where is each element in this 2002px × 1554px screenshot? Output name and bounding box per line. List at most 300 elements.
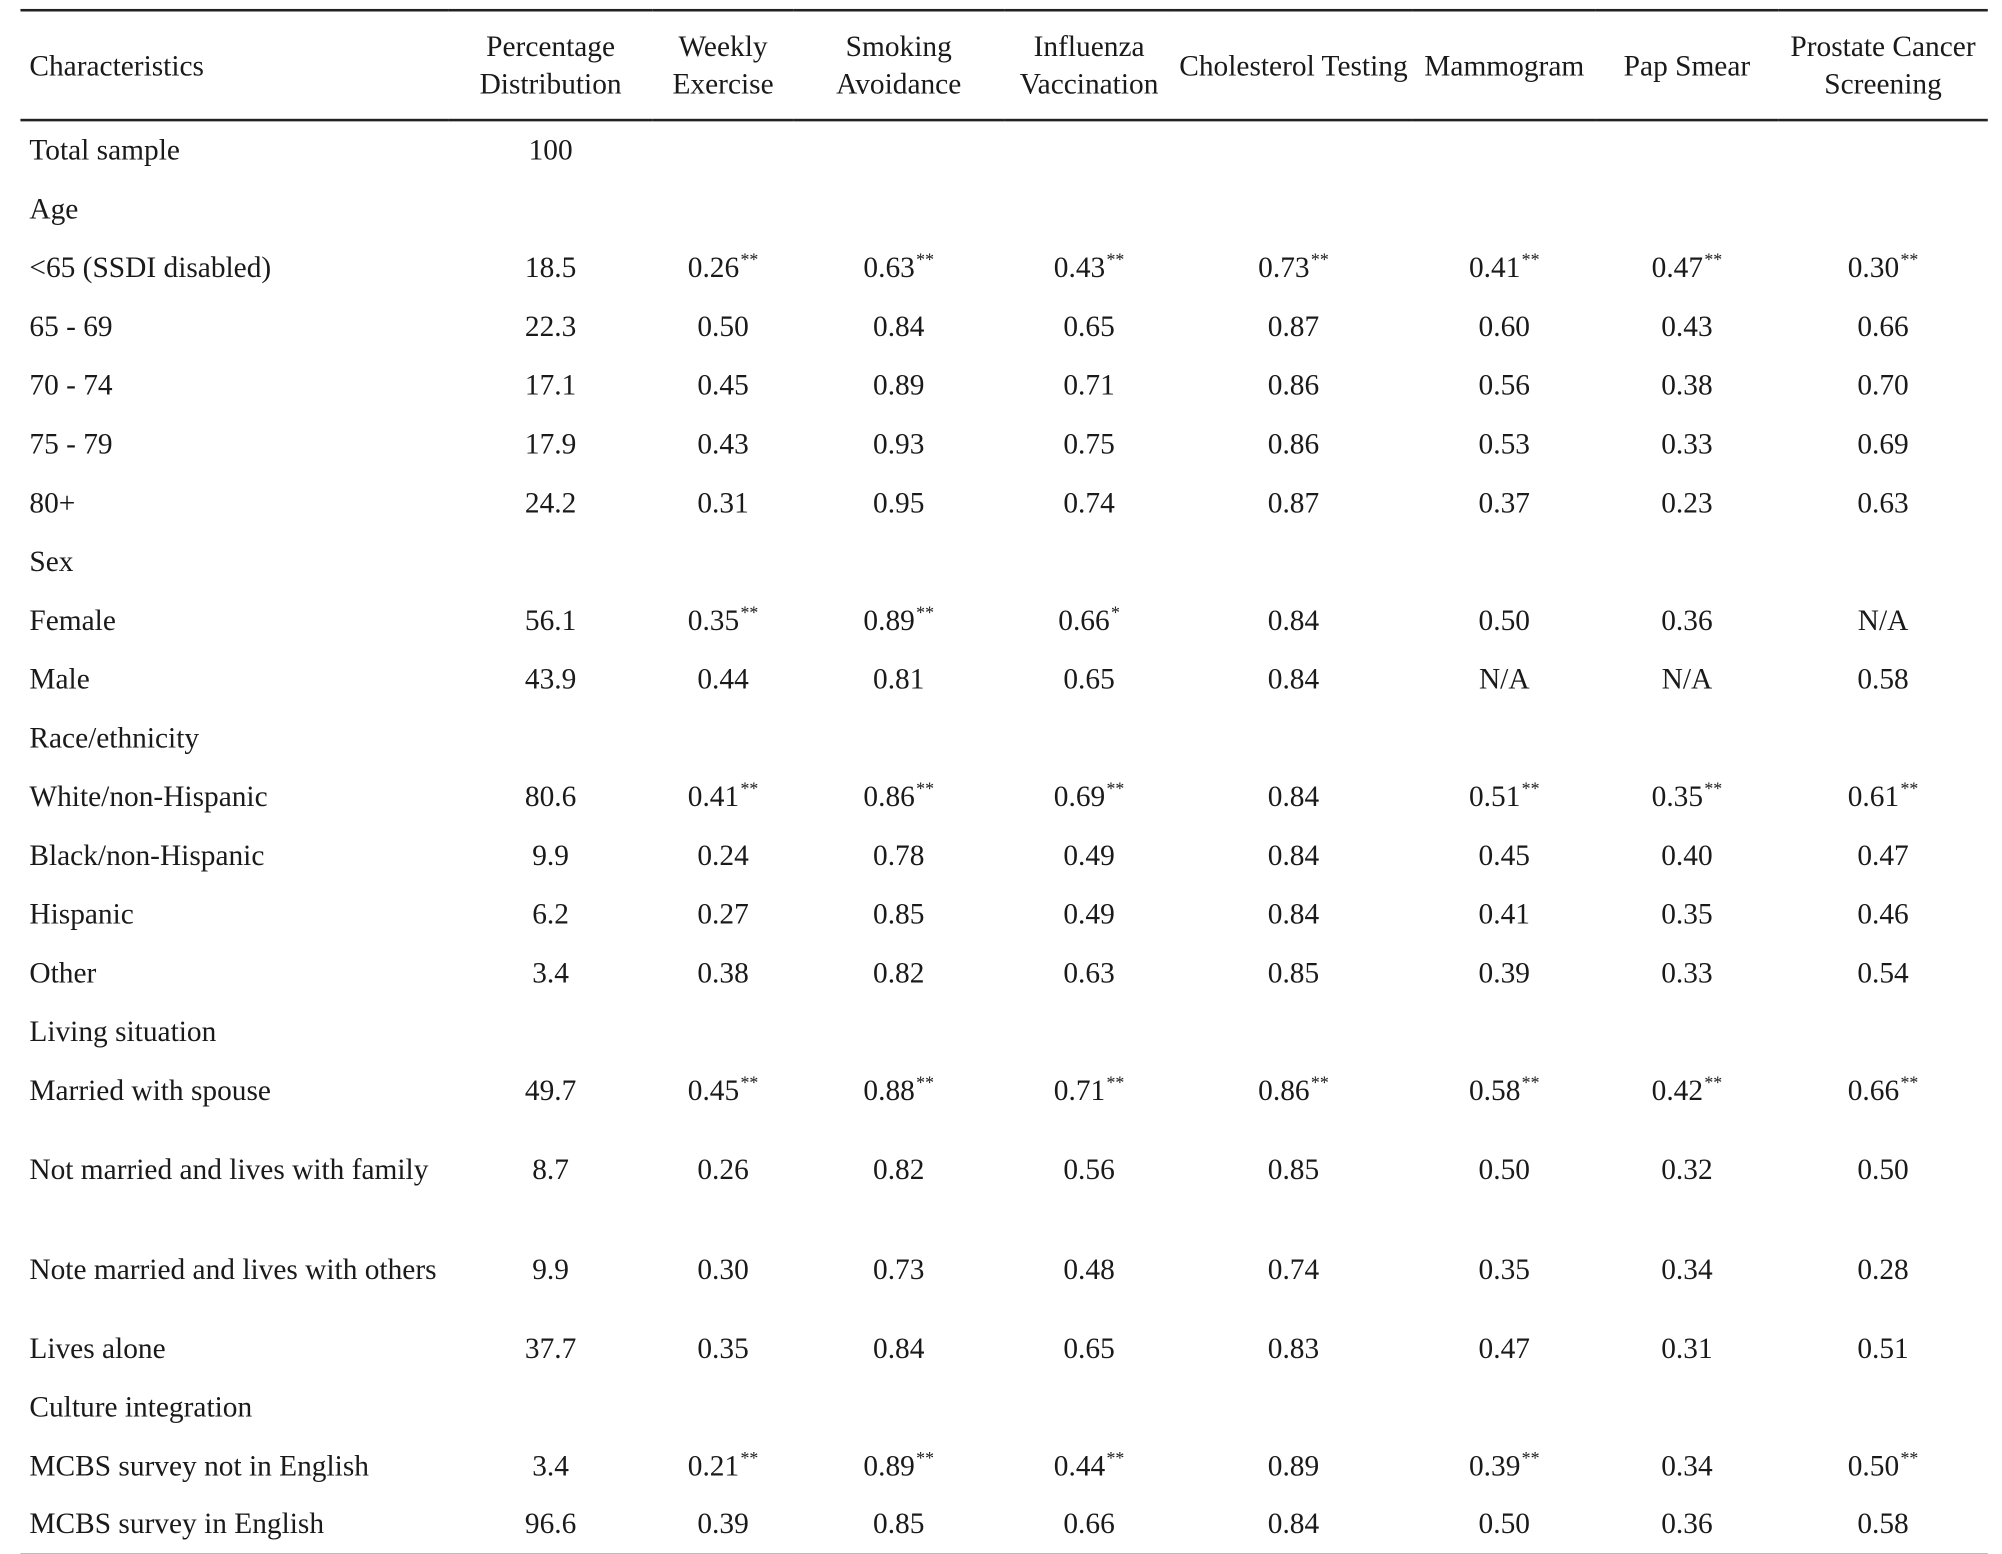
- significance-marker: **: [1106, 780, 1125, 800]
- cell-value: 96.6: [524, 1507, 577, 1540]
- table-cell: [1174, 531, 1413, 590]
- table-cell: [793, 1002, 1004, 1061]
- row-label: Hispanic: [29, 897, 134, 930]
- cell-value: 0.65: [1063, 309, 1115, 342]
- table-cell: [1596, 1002, 1779, 1061]
- table-cell: [1413, 1060, 1596, 1119]
- row-label: Total sample: [29, 134, 180, 167]
- table-cell: [1004, 1495, 1174, 1554]
- table-cell: [1174, 1377, 1413, 1436]
- table-cell: [793, 355, 1004, 414]
- table-cell: [1778, 1002, 1988, 1061]
- table-cell: [653, 531, 794, 590]
- cell-value: 0.86: [1267, 427, 1320, 460]
- cell-value: 0.63: [863, 251, 915, 283]
- table-row: [20, 120, 1987, 179]
- cell-value: 0.45: [697, 368, 749, 401]
- table-cell: [793, 1377, 1004, 1436]
- cell-value: 0.40: [1661, 838, 1713, 871]
- cell-value: 49.7: [524, 1073, 577, 1106]
- row-label: 70 - 74: [29, 368, 113, 401]
- cell-value: 0.84: [1267, 662, 1320, 695]
- cell-value: 0.85: [873, 897, 925, 930]
- table-row: [20, 1377, 1987, 1436]
- cell-value: 0.26: [687, 251, 740, 283]
- table-cell: [448, 179, 652, 238]
- cell-value: 0.45: [687, 1073, 740, 1106]
- table-row: [20, 1002, 1987, 1061]
- cell-value: 8.7: [532, 1152, 569, 1185]
- significance-marker: **: [1310, 1074, 1329, 1094]
- table-cell: [1596, 708, 1779, 767]
- table-cell: [448, 120, 652, 179]
- table-cell: [793, 649, 1004, 708]
- cell-value: 0.35: [1661, 897, 1713, 930]
- cell-value: 0.28: [1857, 1252, 1909, 1285]
- cell-value: 0.39: [1468, 1449, 1521, 1482]
- cell-value: 18.5: [524, 251, 577, 283]
- cell-value: 0.47: [1478, 1331, 1530, 1364]
- significance-marker: **: [740, 604, 759, 624]
- cell-value: 0.89: [863, 603, 915, 636]
- table-cell: [653, 473, 794, 532]
- cell-value: 0.50: [1478, 1152, 1530, 1185]
- significance-marker: **: [1106, 251, 1125, 271]
- table-cell: [653, 1119, 794, 1219]
- header-weekly-exercise: Weekly Exercise: [653, 10, 794, 120]
- table-row: [20, 1219, 1987, 1319]
- table-cell: [448, 1318, 652, 1377]
- cell-value: 0.74: [1267, 1252, 1320, 1285]
- cell-value: 0.47: [1857, 838, 1909, 871]
- cell-value: 100: [528, 134, 573, 167]
- table-cell: [1596, 355, 1779, 414]
- cell-value: 17.1: [524, 368, 577, 401]
- table-cell: [448, 1219, 652, 1319]
- table-cell: [1413, 884, 1596, 943]
- table-cell: [1778, 531, 1988, 590]
- section-heading: Age: [29, 192, 79, 225]
- table-cell: [1778, 767, 1988, 826]
- table-cell: [653, 1318, 794, 1377]
- table-cell: [1413, 473, 1596, 532]
- cell-value: 0.58: [1468, 1073, 1521, 1106]
- table-cell: [448, 649, 652, 708]
- cell-value: 0.46: [1857, 897, 1909, 930]
- table-cell: [448, 531, 652, 590]
- cell-value: 0.39: [1478, 956, 1530, 989]
- row-label: MCBS survey in English: [20, 1495, 448, 1554]
- table-cell: [448, 767, 652, 826]
- cell-value: 0.49: [1063, 897, 1115, 930]
- table-cell: [1004, 179, 1174, 238]
- table-cell: [1596, 649, 1779, 708]
- table-cell: [1004, 1002, 1174, 1061]
- table-cell: [793, 296, 1004, 355]
- table-cell: [653, 649, 794, 708]
- cell-value: 0.86: [1267, 368, 1320, 401]
- table-cell: [1596, 1318, 1779, 1377]
- table-cell: [793, 238, 1004, 297]
- cell-value: 0.36: [1661, 603, 1713, 636]
- table-cell: [1778, 649, 1988, 708]
- cell-value: 0.43: [697, 427, 749, 460]
- table-cell: [1778, 1377, 1988, 1436]
- table-cell: [448, 1495, 652, 1554]
- cell-value: 9.9: [532, 1252, 569, 1285]
- table-cell: [1596, 1060, 1779, 1119]
- table-cell: [1596, 943, 1779, 1002]
- cell-value: 0.84: [1267, 603, 1320, 636]
- cell-value: 0.45: [1478, 838, 1530, 871]
- table-cell: [1174, 414, 1413, 473]
- cell-value: 0.35: [697, 1331, 749, 1364]
- table-cell: [793, 1318, 1004, 1377]
- table-cell: [1174, 590, 1413, 649]
- table-cell: [793, 1436, 1004, 1495]
- cell-value: 0.86: [1258, 1073, 1310, 1106]
- table-cell: [1413, 1377, 1596, 1436]
- table-cell: [1596, 1436, 1779, 1495]
- significance-marker: **: [1900, 1449, 1919, 1469]
- cell-value: 17.9: [524, 427, 577, 460]
- table-row: [20, 1495, 1987, 1554]
- header-cholesterol-testing: Cholesterol Testing: [1174, 10, 1413, 120]
- cell-value: 0.50: [1478, 1507, 1530, 1540]
- table-cell: [1174, 1060, 1413, 1119]
- row-label: 80+: [29, 486, 76, 519]
- significance-marker: **: [916, 780, 935, 800]
- table-cell: [653, 414, 794, 473]
- table-cell: [1004, 1436, 1174, 1495]
- table-cell: [653, 590, 794, 649]
- table-cell: [448, 238, 652, 297]
- table-cell: [1174, 884, 1413, 943]
- table-cell: [1004, 238, 1174, 297]
- table-cell: [653, 884, 794, 943]
- table-cell: [1413, 1219, 1596, 1319]
- table-cell: [1413, 120, 1596, 179]
- cell-value: 0.35: [1478, 1252, 1530, 1285]
- table-cell: [793, 1119, 1004, 1219]
- cell-value: 0.71: [1063, 368, 1115, 401]
- table-cell: [1778, 414, 1988, 473]
- table-body: [20, 120, 1987, 1553]
- cell-value: 22.3: [524, 309, 577, 342]
- table-cell: [1004, 590, 1174, 649]
- table-row: [20, 943, 1987, 1002]
- cell-value: 0.53: [1478, 427, 1530, 460]
- table-cell: [448, 1002, 652, 1061]
- table-row: [20, 238, 1987, 297]
- table-cell: [1004, 414, 1174, 473]
- table-cell: [1596, 1495, 1779, 1554]
- significance-marker: **: [1106, 1074, 1125, 1094]
- table-cell: [1174, 179, 1413, 238]
- table-cell: [1778, 1318, 1988, 1377]
- table-cell: [1778, 1436, 1988, 1495]
- significance-marker: **: [1310, 251, 1329, 271]
- cell-value: 0.34: [1661, 1449, 1713, 1482]
- significance-marker: *: [1110, 604, 1120, 624]
- cell-value: 0.85: [1267, 1152, 1320, 1185]
- table-cell: [793, 179, 1004, 238]
- cell-value: 0.63: [1063, 956, 1115, 989]
- cell-value: 0.82: [873, 1152, 925, 1185]
- table-cell: [653, 1002, 794, 1061]
- table-cell: [1004, 296, 1174, 355]
- cell-value: 0.95: [873, 486, 925, 519]
- cell-value: 0.84: [1267, 897, 1320, 930]
- cell-value: 0.41: [1478, 897, 1530, 930]
- table-cell: [1174, 1219, 1413, 1319]
- table-cell: [1596, 414, 1779, 473]
- cell-value: 0.50: [1857, 1152, 1909, 1185]
- cell-value: 0.84: [1267, 1507, 1320, 1540]
- cell-value: 0.85: [1267, 956, 1320, 989]
- table-cell: [1596, 531, 1779, 590]
- table-row: [20, 355, 1987, 414]
- cell-value: 0.74: [1063, 486, 1115, 519]
- table-cell: [1004, 649, 1174, 708]
- table-cell: [793, 120, 1004, 179]
- table-cell: [793, 1060, 1004, 1119]
- cell-value: 0.41: [1468, 251, 1521, 283]
- table-cell: [1778, 884, 1988, 943]
- table-cell: [793, 1219, 1004, 1319]
- table-cell: [448, 884, 652, 943]
- table-cell: [448, 1377, 652, 1436]
- cell-value: 0.54: [1857, 956, 1909, 989]
- row-label: 75 - 79: [29, 427, 113, 460]
- table-cell: [1004, 355, 1174, 414]
- cell-value: N/A: [1857, 603, 1909, 636]
- cell-value: 0.31: [697, 486, 749, 519]
- table-cell: [1413, 708, 1596, 767]
- table-cell: [1174, 767, 1413, 826]
- table-cell: [653, 1495, 794, 1554]
- significance-marker: **: [740, 251, 759, 271]
- table-cell: [1413, 825, 1596, 884]
- cell-value: 0.66: [1058, 603, 1110, 636]
- cell-value: 0.88: [863, 1073, 915, 1106]
- cell-value: 0.49: [1063, 838, 1115, 871]
- table-cell: [653, 1060, 794, 1119]
- cell-value: 0.69: [1053, 779, 1106, 812]
- significance-marker: **: [740, 1449, 759, 1469]
- row-label: Note married and lives with others: [29, 1252, 437, 1285]
- table-cell: [1778, 179, 1988, 238]
- significance-marker: **: [916, 1449, 935, 1469]
- section-heading: Living situation: [29, 1014, 217, 1047]
- table-cell: [448, 296, 652, 355]
- cell-value: 0.87: [1267, 486, 1320, 519]
- table-cell: [793, 884, 1004, 943]
- cell-value: 6.2: [532, 897, 569, 930]
- table-cell: [1778, 825, 1988, 884]
- row-label: Lives alone: [29, 1331, 166, 1364]
- significance-marker: **: [1521, 1449, 1540, 1469]
- table-cell: [793, 531, 1004, 590]
- significance-marker: **: [1521, 780, 1540, 800]
- cell-value: 0.71: [1053, 1073, 1106, 1106]
- table-cell: [1004, 1119, 1174, 1219]
- cell-value: 0.82: [873, 956, 925, 989]
- table-cell: [653, 943, 794, 1002]
- cell-value: 80.6: [524, 779, 577, 812]
- row-label: Other: [29, 956, 97, 989]
- cell-value: 0.26: [697, 1152, 749, 1185]
- table-row: [20, 1318, 1987, 1377]
- table-cell: [1778, 120, 1988, 179]
- table-cell: [1174, 1436, 1413, 1495]
- table-cell: [1596, 590, 1779, 649]
- table-cell: [1004, 120, 1174, 179]
- table-cell: [448, 825, 652, 884]
- cell-value: 0.38: [697, 956, 749, 989]
- cell-value: 0.58: [1857, 1507, 1909, 1540]
- cell-value: N/A: [1661, 662, 1713, 695]
- cell-value: 0.27: [697, 897, 749, 930]
- cell-value: 0.87: [1267, 309, 1320, 342]
- significance-marker: **: [740, 780, 759, 800]
- table-cell: [1778, 1495, 1988, 1554]
- cell-value: 0.75: [1063, 427, 1115, 460]
- cell-value: 0.89: [1267, 1449, 1320, 1482]
- significance-marker: **: [916, 1074, 935, 1094]
- header-pap-smear: Pap Smear: [1596, 10, 1779, 120]
- table-cell: [1413, 1495, 1596, 1554]
- table-cell: [653, 238, 794, 297]
- table-cell: [1174, 120, 1413, 179]
- cell-value: 3.4: [532, 956, 569, 989]
- cell-value: 43.9: [524, 662, 577, 695]
- table-cell: [1004, 767, 1174, 826]
- table-cell: [793, 590, 1004, 649]
- cell-value: 0.66: [1857, 309, 1909, 342]
- cell-value: 0.61: [1847, 779, 1900, 812]
- table-row: [20, 708, 1987, 767]
- table-cell: [1174, 1002, 1413, 1061]
- table-cell: [1004, 531, 1174, 590]
- cell-value: 0.42: [1651, 1073, 1704, 1106]
- table-row: [20, 649, 1987, 708]
- cell-value: 0.60: [1478, 309, 1530, 342]
- cell-value: 0.69: [1857, 427, 1909, 460]
- cell-value: 0.81: [873, 662, 925, 695]
- table-row: [20, 825, 1987, 884]
- cell-value: 0.89: [873, 368, 925, 401]
- cell-value: 0.33: [1661, 956, 1713, 989]
- table-cell: [1778, 238, 1988, 297]
- table-cell: [1174, 649, 1413, 708]
- table-cell: [653, 179, 794, 238]
- cell-value: 0.44: [1053, 1449, 1106, 1482]
- table-cell: [1778, 473, 1988, 532]
- table-cell: [793, 943, 1004, 1002]
- table-cell: [1174, 355, 1413, 414]
- cell-value: 9.9: [532, 838, 569, 871]
- table-cell: [793, 825, 1004, 884]
- section-heading: Culture integration: [29, 1390, 253, 1423]
- table-cell: [1413, 767, 1596, 826]
- table-cell: [653, 767, 794, 826]
- row-label: Male: [29, 662, 90, 695]
- table-cell: [1413, 355, 1596, 414]
- table-cell: [1174, 1119, 1413, 1219]
- table-cell: [793, 414, 1004, 473]
- cell-value: 0.50: [1847, 1449, 1900, 1482]
- table-row: [20, 414, 1987, 473]
- cell-value: 0.50: [1478, 603, 1530, 636]
- cell-value: 0.70: [1857, 368, 1909, 401]
- table-cell: [1413, 649, 1596, 708]
- table-cell: [1174, 473, 1413, 532]
- table-cell: [1004, 825, 1174, 884]
- table-row: [20, 179, 1987, 238]
- cell-value: 0.73: [873, 1252, 925, 1285]
- cell-value: 0.56: [1063, 1152, 1115, 1185]
- significance-marker: **: [1704, 251, 1723, 271]
- cell-value: 0.39: [697, 1507, 749, 1540]
- table-cell: [1413, 943, 1596, 1002]
- table-cell: [1413, 414, 1596, 473]
- table-cell: [653, 1436, 794, 1495]
- row-label: Black/non-Hispanic: [29, 838, 265, 871]
- table-cell: [1596, 825, 1779, 884]
- cell-value: 0.93: [873, 427, 925, 460]
- header-smoking-avoidance: Smoking Avoidance: [793, 10, 1004, 120]
- cell-value: 0.30: [697, 1252, 749, 1285]
- row-label: Not married and lives with family: [29, 1152, 429, 1185]
- table-cell: [1596, 1119, 1779, 1219]
- cell-value: 0.38: [1661, 368, 1713, 401]
- cell-value: 0.84: [873, 309, 925, 342]
- cell-value: 0.86: [863, 779, 915, 812]
- table-cell: [1413, 1002, 1596, 1061]
- table-cell: [653, 355, 794, 414]
- table-cell: [653, 825, 794, 884]
- characteristics-table: [20, 9, 1987, 1554]
- cell-value: 0.65: [1063, 1331, 1115, 1364]
- table-row: [20, 767, 1987, 826]
- table-cell: [1174, 825, 1413, 884]
- table-cell: [1004, 884, 1174, 943]
- table-cell: [653, 708, 794, 767]
- table-cell: [1413, 1436, 1596, 1495]
- cell-value: 0.83: [1267, 1331, 1320, 1364]
- header-prostate-cancer-screening: Prostate Cancer Screening: [1778, 10, 1988, 120]
- cell-value: 0.24: [697, 838, 749, 871]
- cell-value: 0.84: [1267, 838, 1320, 871]
- header-characteristics: Characteristics: [20, 10, 448, 120]
- table-cell: [1413, 1119, 1596, 1219]
- cell-value: 0.89: [863, 1449, 915, 1482]
- table-row: [20, 884, 1987, 943]
- significance-marker: **: [916, 604, 935, 624]
- cell-value: 0.23: [1661, 486, 1713, 519]
- cell-value: 0.44: [697, 662, 749, 695]
- table-cell: [1004, 1219, 1174, 1319]
- cell-value: 0.51: [1857, 1331, 1909, 1364]
- table-row: [20, 1119, 1987, 1219]
- row-label: White/non-Hispanic: [29, 779, 268, 812]
- cell-value: 3.4: [532, 1449, 569, 1482]
- table-cell: [1596, 473, 1779, 532]
- row-label: Female: [29, 603, 116, 636]
- table-cell: [1413, 179, 1596, 238]
- cell-value: 0.43: [1661, 309, 1713, 342]
